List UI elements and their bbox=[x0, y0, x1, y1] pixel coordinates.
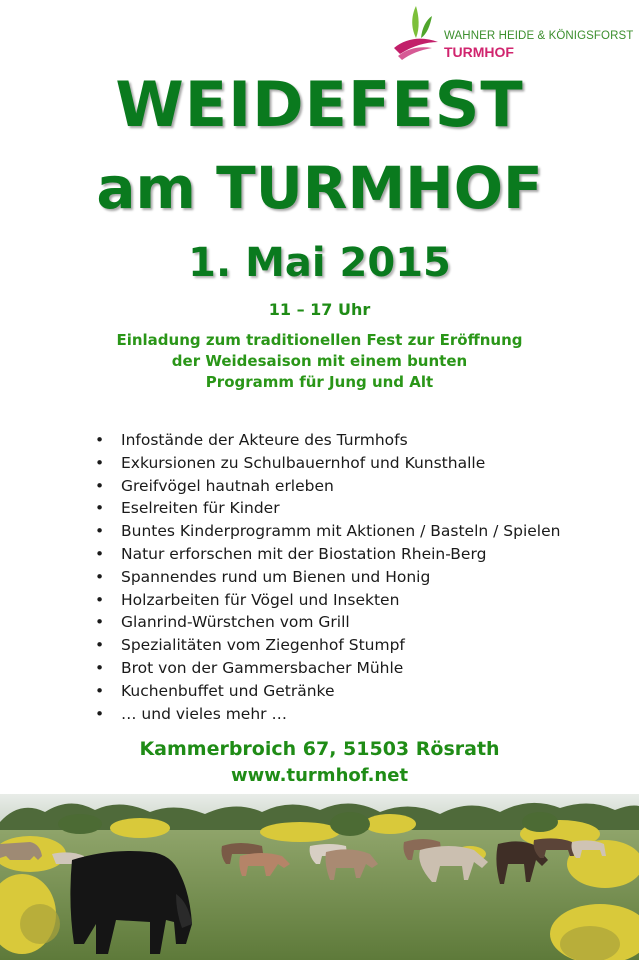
invitation-line: Einladung zum traditionellen Fest zur Eröffnung bbox=[116, 331, 523, 349]
program-item: • Spannendes rund um Bienen und Honig bbox=[95, 566, 560, 589]
program-item: • Greifvögel hautnah erleben bbox=[95, 475, 560, 498]
invitation-line: der Weidesaison mit einem bunten bbox=[171, 352, 468, 370]
logo-subtitle: WAHNER HEIDE & KÖNIGSFORST bbox=[444, 30, 634, 42]
event-title: WEIDEFEST bbox=[115, 68, 524, 141]
event-date: 1. Mai 2015 bbox=[188, 240, 451, 286]
program-item: • Natur erforschen mit der Biostation Rhein-Berg bbox=[95, 543, 560, 566]
leaf-logo-icon bbox=[392, 4, 440, 62]
website-link[interactable]: www.turmhof.net bbox=[230, 765, 409, 786]
program-item: • Holzarbeiten für Vögel und Insekten bbox=[95, 589, 560, 612]
event-subtitle: am TURMHOF bbox=[96, 154, 543, 222]
program-item: • Buntes Kinderprogramm mit Aktionen / Basteln / Spielen bbox=[95, 520, 560, 543]
pasture-photo bbox=[0, 794, 639, 960]
program-item: • Kuchenbuffet und Getränke bbox=[95, 680, 560, 703]
program-item: • Infostände der Akteure des Turmhofs bbox=[95, 429, 560, 452]
program-item: • Exkursionen zu Schulbauernhof und Kunsthalle bbox=[95, 452, 560, 475]
event-hours: 11 – 17 Uhr bbox=[268, 300, 371, 319]
program-item: • Brot von der Gammersbacher Mühle bbox=[95, 657, 560, 680]
program-list bbox=[95, 429, 560, 725]
program-item: • Glanrind-Würstchen vom Grill bbox=[95, 611, 560, 634]
invitation-line: Programm für Jung und Alt bbox=[205, 373, 434, 391]
program-item: • … und vieles mehr … bbox=[95, 703, 560, 726]
program-item: • Eselreiten für Kinder bbox=[95, 497, 560, 520]
event-address: Kammerbroich 67, 51503 Rösrath bbox=[139, 738, 500, 760]
invitation-text bbox=[0, 330, 639, 393]
logo-name: TURMHOF bbox=[444, 44, 514, 60]
turmhof-logo bbox=[392, 4, 632, 62]
program-item: • Spezialitäten vom Ziegenhof Stumpf bbox=[95, 634, 560, 657]
